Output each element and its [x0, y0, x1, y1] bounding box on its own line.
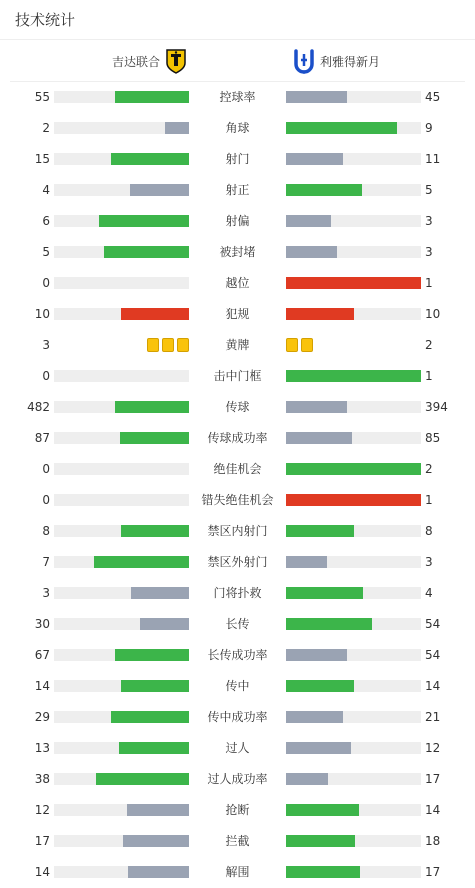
stat-row — [0, 764, 475, 795]
away-stat-bar-track — [286, 742, 421, 754]
away-stat-bar-track — [286, 525, 421, 537]
stat-label: 禁区外射门 — [207, 555, 268, 569]
away-stat-value: 18 — [425, 834, 441, 848]
home-stat-value: 14 — [34, 679, 50, 693]
stat-row — [0, 795, 475, 826]
stat-row — [0, 516, 475, 547]
home-stat-bar-track — [54, 308, 189, 320]
away-stat-bar-track — [286, 494, 421, 506]
home-stat-value: 87 — [34, 431, 50, 445]
away-stat-bar-track — [286, 680, 421, 692]
away-stat-bar — [286, 122, 397, 134]
stat-label: 传球成功率 — [207, 431, 268, 445]
stat-label: 解围 — [225, 865, 250, 879]
away-stat-bar — [286, 494, 421, 506]
home-stat-value: 14 — [34, 865, 50, 879]
away-stat-value: 14 — [425, 679, 441, 693]
home-stat-bar-track — [54, 835, 189, 847]
home-stat-bar — [99, 215, 189, 227]
stat-label: 越位 — [225, 276, 250, 290]
away-stat-bar — [286, 401, 347, 413]
home-stat-value: 29 — [34, 710, 50, 724]
away-stat-bar — [286, 91, 347, 103]
away-stat-value: 54 — [425, 617, 441, 631]
away-stat-bar-track — [286, 556, 421, 568]
stat-row — [0, 82, 475, 113]
stat-row — [0, 826, 475, 857]
away-stat-value: 17 — [425, 865, 441, 879]
home-stat-bar-track — [54, 866, 189, 878]
away-stat-bar-track — [286, 618, 421, 630]
home-stat-value: 30 — [34, 617, 50, 631]
away-stat-bar-track — [286, 308, 421, 320]
home-stat-value: 0 — [42, 276, 50, 290]
away-stat-value: 10 — [425, 307, 441, 321]
stat-row — [0, 361, 475, 392]
away-stat-bar-track — [286, 649, 421, 661]
home-stat-bar — [115, 649, 189, 661]
home-stat-bar — [130, 184, 189, 196]
al-hilal-crest-icon — [292, 47, 316, 75]
home-stat-bar-track — [54, 556, 189, 568]
home-stat-bar — [131, 587, 189, 599]
stats-title-bar — [0, 0, 475, 40]
away-stat-bar-track — [286, 370, 421, 382]
stat-row — [0, 423, 475, 454]
home-stat-value: 55 — [34, 90, 50, 104]
home-stat-value: 17 — [34, 834, 50, 848]
home-stat-bar-track — [54, 649, 189, 661]
away-stat-bar-track — [286, 804, 421, 816]
away-stat-bar — [286, 463, 421, 475]
away-stat-value: 3 — [425, 245, 433, 259]
stat-label: 射偏 — [225, 214, 250, 228]
away-stat-value: 17 — [425, 772, 441, 786]
stat-row — [0, 609, 475, 640]
stat-label: 被封堵 — [219, 245, 256, 259]
away-stat-bar-track — [286, 587, 421, 599]
home-stat-bar — [119, 742, 189, 754]
away-stat-value: 85 — [425, 431, 441, 445]
stat-label: 传中成功率 — [207, 710, 268, 724]
home-stat-bar — [96, 773, 189, 785]
stat-row — [0, 733, 475, 764]
away-stat-bar-track — [286, 153, 421, 165]
away-stat-bar — [286, 556, 327, 568]
stat-row — [0, 640, 475, 671]
home-stat-value: 0 — [42, 369, 50, 383]
away-stat-bar — [286, 587, 363, 599]
away-stat-bar-track — [286, 773, 421, 785]
home-stat-value: 7 — [42, 555, 50, 569]
home-stat-value: 10 — [34, 307, 50, 321]
away-stat-value: 3 — [425, 555, 433, 569]
away-stat-bar-track — [286, 835, 421, 847]
home-stat-value: 0 — [42, 462, 50, 476]
home-stat-value: 8 — [42, 524, 50, 538]
home-stat-bar-track — [54, 494, 189, 506]
home-stat-bar-track — [54, 773, 189, 785]
stat-row — [0, 206, 475, 237]
home-stat-value: 12 — [34, 803, 50, 817]
home-stat-value: 15 — [34, 152, 50, 166]
stat-label: 控球率 — [219, 90, 256, 104]
away-stat-value: 394 — [425, 400, 448, 414]
away-stat-bar — [286, 370, 421, 382]
stat-label: 抢断 — [225, 803, 250, 817]
home-stat-value: 67 — [34, 648, 50, 662]
home-stat-value: 482 — [27, 400, 50, 414]
away-stat-bar — [286, 277, 421, 289]
home-stat-bar — [165, 122, 189, 134]
home-stat-bar-track — [54, 618, 189, 630]
away-stat-bar — [286, 711, 343, 723]
away-stat-bar — [286, 308, 354, 320]
stat-row — [0, 578, 475, 609]
yellow-card-icon — [301, 338, 313, 352]
home-stat-value: 0 — [42, 493, 50, 507]
home-stat-value: 3 — [42, 586, 50, 600]
away-stat-value: 21 — [425, 710, 441, 724]
stat-label: 错失绝佳机会 — [201, 493, 274, 507]
home-stat-bar — [140, 618, 189, 630]
home-stat-bar — [120, 432, 189, 444]
home-stat-value: 4 — [42, 183, 50, 197]
stat-label: 击中门框 — [213, 369, 262, 383]
stat-row — [0, 175, 475, 206]
stat-row — [0, 454, 475, 485]
stat-label: 黄牌 — [225, 338, 250, 352]
away-stat-value: 8 — [425, 524, 433, 538]
yellow-card-icon — [162, 338, 174, 352]
away-stat-bar-track — [286, 246, 421, 258]
home-stat-bar-track — [54, 463, 189, 475]
stat-row — [0, 485, 475, 516]
away-stat-bar-track — [286, 463, 421, 475]
home-stat-value: 13 — [34, 741, 50, 755]
home-stat-bar — [121, 308, 189, 320]
home-stat-bar-track — [54, 432, 189, 444]
stat-label: 禁区内射门 — [207, 524, 268, 538]
home-stat-bar-track — [54, 370, 189, 382]
home-stat-bar — [111, 153, 189, 165]
away-stat-value: 45 — [425, 90, 441, 104]
stat-label: 长传成功率 — [207, 648, 268, 662]
away-stat-bar — [286, 773, 328, 785]
away-stat-bar — [286, 432, 352, 444]
away-stat-bar-track — [286, 122, 421, 134]
away-stat-value: 11 — [425, 152, 441, 166]
away-stat-value: 1 — [425, 493, 433, 507]
stat-label: 角球 — [225, 121, 250, 135]
away-stat-bar — [286, 618, 372, 630]
home-stat-bar-track — [54, 246, 189, 258]
stat-label: 传中 — [225, 679, 250, 693]
away-stat-bar-track — [286, 711, 421, 723]
away-stat-bar — [286, 680, 354, 692]
home-stat-bar-track — [54, 804, 189, 816]
stat-row — [0, 237, 475, 268]
away-stat-value: 9 — [425, 121, 433, 135]
stat-row — [0, 702, 475, 733]
stat-label: 传球 — [225, 400, 250, 414]
home-stat-bar-track — [54, 277, 189, 289]
away-yellow-cards — [286, 338, 313, 352]
home-stat-bar-track — [54, 587, 189, 599]
stat-label: 拦截 — [225, 834, 250, 848]
home-stat-bar — [94, 556, 189, 568]
stats-list — [0, 82, 475, 888]
away-stat-bar-track — [286, 277, 421, 289]
away-stat-bar-track — [286, 401, 421, 413]
stat-row — [0, 144, 475, 175]
home-stat-bar-track — [54, 401, 189, 413]
yellow-card-icon — [147, 338, 159, 352]
away-stat-bar — [286, 835, 355, 847]
away-stat-value: 3 — [425, 214, 433, 228]
home-stat-bar-track — [54, 153, 189, 165]
away-stat-bar — [286, 866, 360, 878]
away-stat-value: 54 — [425, 648, 441, 662]
stat-row — [0, 299, 475, 330]
home-stat-bar — [115, 401, 189, 413]
home-stat-bar — [128, 866, 189, 878]
stat-row — [0, 671, 475, 702]
stat-row — [0, 113, 475, 144]
stat-row — [0, 857, 475, 888]
away-stat-value: 4 — [425, 586, 433, 600]
home-stat-bar-track — [54, 122, 189, 134]
away-team[interactable] — [292, 47, 380, 75]
away-stat-value: 5 — [425, 183, 433, 197]
stat-label: 长传 — [225, 617, 250, 631]
home-stat-bar — [115, 91, 189, 103]
home-stat-bar — [111, 711, 189, 723]
home-stat-value: 6 — [42, 214, 50, 228]
home-stat-value: 3 — [42, 338, 50, 352]
home-stat-bar — [127, 804, 189, 816]
stat-label: 犯规 — [225, 307, 250, 321]
yellow-card-icon — [177, 338, 189, 352]
home-stat-bar-track — [54, 91, 189, 103]
stat-row — [0, 392, 475, 423]
away-stat-bar — [286, 153, 343, 165]
stat-row — [0, 268, 475, 299]
home-stat-bar-track — [54, 680, 189, 692]
away-stat-bar — [286, 246, 337, 258]
stat-label: 过人成功率 — [207, 772, 268, 786]
away-stat-value: 1 — [425, 369, 433, 383]
away-stat-bar-track — [286, 91, 421, 103]
home-team[interactable] — [112, 47, 188, 75]
away-team-name: 利雅得新月 — [320, 54, 381, 69]
al-ittihad-crest-icon — [164, 47, 188, 75]
home-yellow-cards — [147, 338, 189, 352]
away-stat-value: 14 — [425, 803, 441, 817]
home-stat-bar-track — [54, 215, 189, 227]
home-stat-bar-track — [54, 525, 189, 537]
away-stat-bar — [286, 742, 351, 754]
home-stat-bar-track — [54, 711, 189, 723]
away-stat-bar-track — [286, 432, 421, 444]
away-stat-bar — [286, 525, 354, 537]
stat-row — [0, 330, 475, 361]
team-header — [10, 41, 465, 82]
home-team-name: 吉达联合 — [111, 54, 160, 69]
away-stat-bar-track — [286, 866, 421, 878]
home-stat-value: 5 — [42, 245, 50, 259]
home-stat-value: 2 — [42, 121, 50, 135]
away-stat-bar-track — [286, 215, 421, 227]
away-stat-bar — [286, 649, 347, 661]
stat-row — [0, 547, 475, 578]
home-stat-bar — [121, 680, 189, 692]
page-title: 技术统计 — [15, 11, 76, 29]
home-stat-bar — [121, 525, 189, 537]
away-stat-value: 2 — [425, 462, 433, 476]
stat-label: 门将扑救 — [213, 586, 262, 600]
home-stat-bar-track — [54, 184, 189, 196]
stat-label: 射门 — [225, 152, 250, 166]
away-stat-value: 12 — [425, 741, 441, 755]
away-stat-bar — [286, 804, 359, 816]
home-stat-bar — [104, 246, 189, 258]
yellow-card-icon — [286, 338, 298, 352]
stat-label: 过人 — [225, 741, 250, 755]
stat-label: 绝佳机会 — [213, 462, 262, 476]
away-stat-bar — [286, 215, 331, 227]
home-stat-bar-track — [54, 742, 189, 754]
home-stat-value: 38 — [34, 772, 50, 786]
home-stat-bar — [123, 835, 189, 847]
stat-label: 射正 — [225, 183, 250, 197]
away-stat-bar-track — [286, 184, 421, 196]
away-stat-bar — [286, 184, 362, 196]
away-stat-value: 2 — [425, 338, 433, 352]
away-stat-value: 1 — [425, 276, 433, 290]
